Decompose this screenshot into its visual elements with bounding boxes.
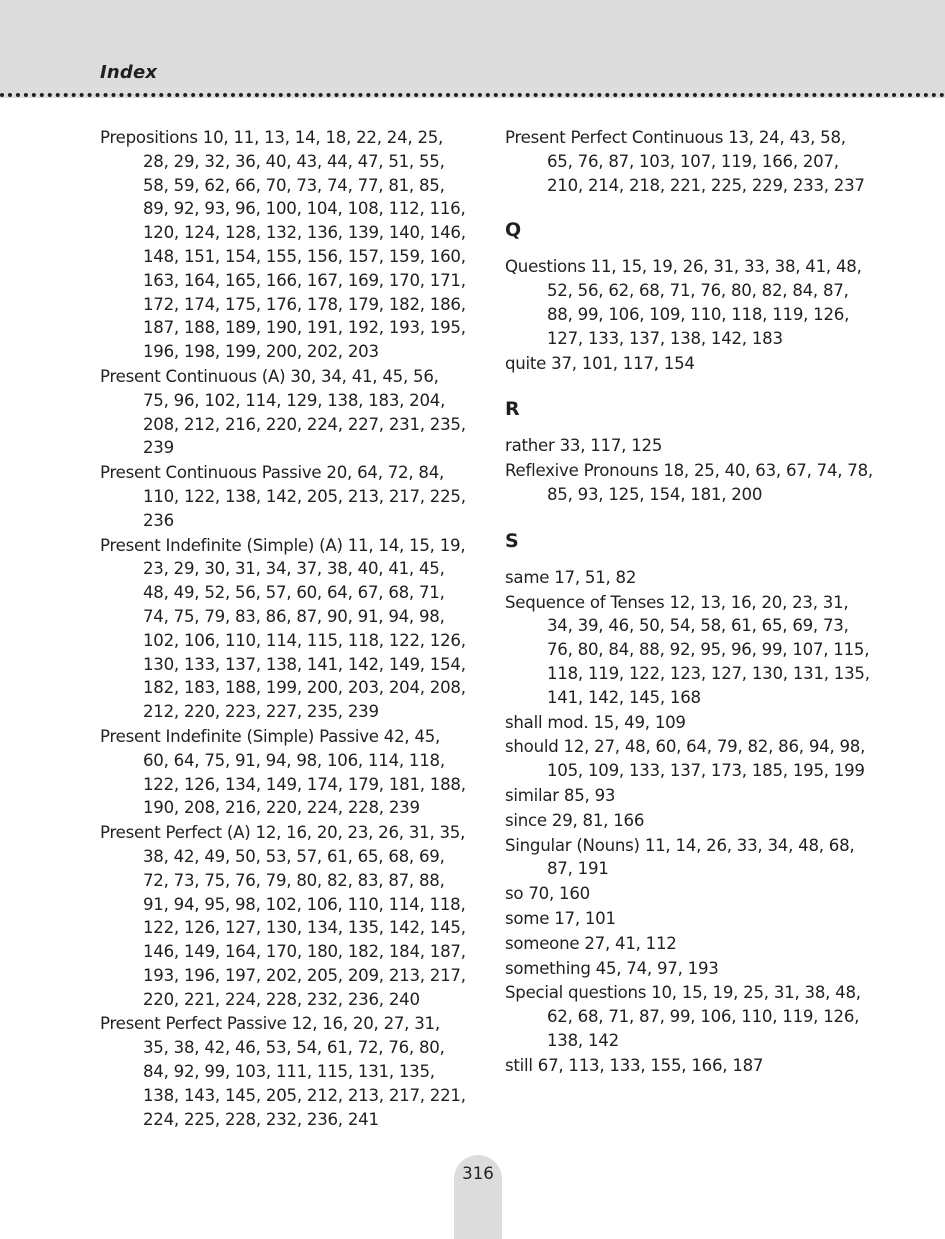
index-pages: 30, 34, 41, 45, 56, 75, 96, 102, 114, 129, 138, 183, 204, 208, 212, 216, 220, 224, 227, 231, 235, 239 [143,366,466,458]
index-term: Present Indefinite (Simple) (A) [100,535,343,555]
index-pages: 10, 15, 19, 25, 31, 38, 48, 62, 68, 71, 87, 99, 106, 110, 119, 126, 138, 142 [547,983,861,1050]
index-pages: 10, 11, 13, 14, 18, 22, 24, 25, 28, 29, 32, 36, 40, 43, 44, 47, 51, 55, 58, 59, 62, 66, 70, 73, 74, 77, 81, 85, 89, 92, 93, 96, 100, 104, 108, 112, 116, 120, 124, 128, 132, 136, 139, 140, 146, 148, 151, 154, 155, 156, 157, 159, 160, 163, 164, 165, 166, 167, 169, 170, 171, 172, 174, 175, 176, 178, 179, 182, 186, 187, 188, 189, 190, 191, 192, 193, 195, 196, 198, 199, 200, 202, 203 [143,128,466,362]
index-term: so [505,884,524,904]
index-entry [505,255,873,350]
index-entry [100,821,468,1011]
index-entry [505,907,873,931]
index-entry [505,784,873,808]
index-pages: 29, 81, 166 [551,810,645,830]
index-term: Present Perfect Passive [100,1014,287,1034]
index-term: since [505,810,547,830]
index-entry [505,735,873,783]
index-entry [505,591,873,710]
index-entry [505,834,873,882]
index-term: Sequence of Tenses [505,592,665,612]
index-entry [505,459,873,507]
index-pages: 18, 25, 40, 63, 67, 74, 78, 85, 93, 125, 154, 181, 200 [547,461,873,504]
index-term: should [505,737,559,757]
index-pages: 13, 24, 43, 58, 65, 76, 87, 103, 107, 119, 166, 207, 210, 214, 218, 221, 225, 229, 233, 237 [547,128,865,195]
index-term: someone [505,933,580,953]
index-pages: 37, 101, 117, 154 [551,353,695,373]
index-entry [505,957,873,981]
index-term: Present Continuous Passive [100,463,322,483]
index-pages: 17, 101 [554,908,616,928]
index-pages: 11, 14, 15, 19, 23, 29, 30, 31, 34, 37, 38, 40, 41, 45, 48, 49, 52, 56, 57, 60, 64, 67, 68, 71, 74, 75, 79, 83, 86, 87, 90, 91, 94, 98, 102, 106, 110, 114, 115, 118, 122, 126, 130, 133, 137, 138, 141, 142, 149, 154, 182, 183, 188, 199, 200, 203, 204, 208, 212, 220, 223, 227, 235, 239 [143,535,466,722]
header-dotted-rule [0,93,945,97]
index-pages: 15, 49, 109 [593,712,686,732]
index-entry [100,365,468,460]
index-pages: 85, 93 [563,785,616,805]
header-band [0,0,945,98]
index-pages: 11, 15, 19, 26, 31, 33, 38, 41, 48, 52, 56, 62, 68, 71, 76, 80, 82, 84, 87, 88, 99, 106, 109, 110, 118, 119, 126, 127, 133, 137, 138, 142, 183 [547,257,862,348]
index-pages: 12, 16, 20, 27, 31, 35, 38, 42, 46, 53, 54, 61, 72, 76, 80, 84, 92, 99, 103, 111, 115, 131, 135, 138, 143, 145, 205, 212, 213, 217, 221, 224, 225, 228, 232, 236, 241 [143,1014,466,1129]
section-letter: Q [505,219,522,242]
running-header-title: Index [100,62,158,83]
index-pages: 20, 64, 72, 84, 110, 122, 138, 142, 205, 213, 217, 225, 236 [143,463,466,530]
index-pages: 11, 14, 26, 33, 34, 48, 68, 87, 191 [547,835,855,879]
index-entry [505,711,873,735]
page-number: 316 [462,1164,494,1183]
index-pages: 33, 117, 125 [559,436,663,456]
index-pages: 67, 113, 133, 155, 166, 187 [537,1055,764,1075]
index-entry [100,461,468,532]
index-column-left [100,126,468,1132]
index-entry [505,809,873,833]
index-term: Present Perfect (A) [100,823,251,843]
index-term: Questions [505,257,586,277]
index-entry [505,126,873,197]
index-entry [100,534,468,724]
index-term: shall mod. [505,712,589,732]
index-term: quite [505,353,547,373]
index-term: Present Indefinite (Simple) Passive [100,726,379,746]
index-entry [100,126,468,364]
index-term: some [505,908,550,928]
index-pages: 12, 27, 48, 60, 64, 79, 82, 86, 94, 98, 105, 109, 133, 137, 173, 185, 195, 199 [547,737,866,781]
index-entry [505,981,873,1052]
index-entry [100,725,468,820]
index-term: Prepositions [100,128,198,147]
index-pages: 42, 45, 60, 64, 75, 91, 94, 98, 106, 114, 118, 122, 126, 134, 149, 174, 179, 181, 188, 190, 208, 216, 220, 224, 228, 239 [143,726,466,818]
section-letter: S [505,529,519,552]
index-entry [505,882,873,906]
index-pages: 17, 51, 82 [554,567,637,587]
index-term: rather [505,436,555,456]
index-pages: 12, 13, 16, 20, 23, 31, 34, 39, 46, 50, 54, 58, 61, 65, 69, 73, 76, 80, 84, 88, 92, 95, 96, 99, 107, 115, 118, 119, 122, 123, 127, 130, 131, 135, 141, 142, 145, 168 [547,592,870,707]
index-term: same [505,567,550,587]
index-entry [505,566,873,590]
index-term: Reflexive Pronouns [505,461,659,481]
index-column-right [505,126,873,1079]
index-term: Singular (Nouns) [505,835,640,855]
index-pages: 70, 160 [528,884,590,904]
index-term: still [505,1055,533,1075]
index-term: Special questions [505,983,647,1003]
index-entry [100,1012,468,1131]
index-pages: 45, 74, 97, 193 [595,958,719,978]
index-entry [505,1054,873,1078]
index-entry [505,932,873,956]
index-term: similar [505,785,559,805]
index-entry [505,352,873,376]
index-term: something [505,958,591,978]
section-letter: R [505,398,520,421]
index-term: Present Perfect Continuous [505,128,724,147]
index-pages: 12, 16, 20, 23, 26, 31, 35, 38, 42, 49, 50, 53, 57, 61, 65, 68, 69, 72, 73, 75, 76, 79, 80, 82, 83, 87, 88, 91, 94, 95, 98, 102, 106, 110, 114, 118, 122, 126, 127, 130, 134, 135, 142, 145, 146, 149, 164, 170, 180, 182, 184, 187, 193, 196, 197, 202, 205, 209, 213, 217, 220, 221, 224, 228, 232, 236, 240 [143,823,466,1009]
index-entry [505,434,873,458]
index-pages: 27, 41, 112 [584,933,677,953]
index-term: Present Continuous (A) [100,366,286,386]
